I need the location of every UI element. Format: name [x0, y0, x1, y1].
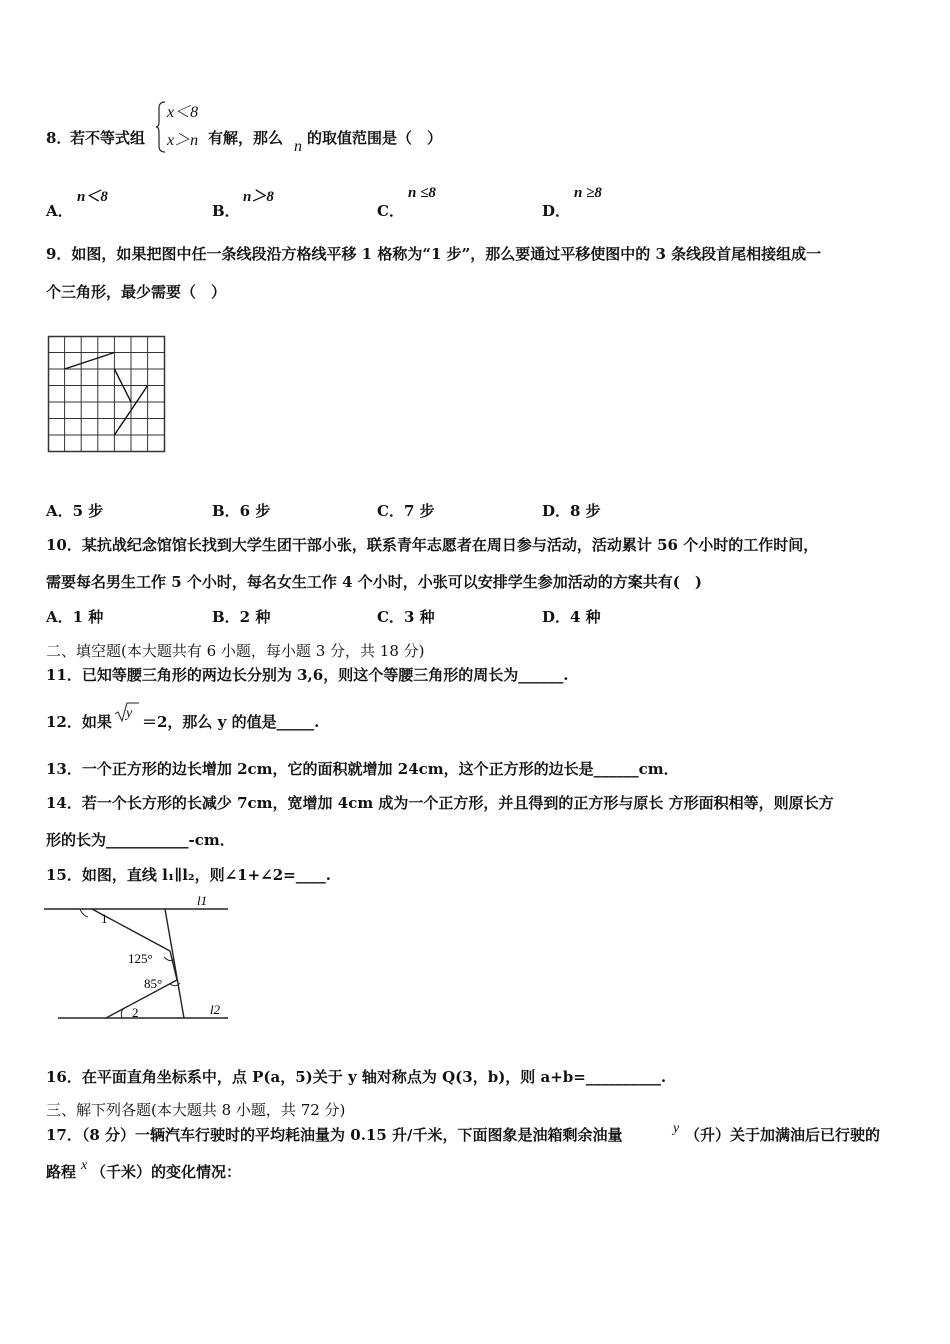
q11-text: 11．已知等腰三角形的两边长分别为 3,6，则这个等腰三角形的周长为______.: [46, 666, 569, 684]
q9-grid-figure: [48, 336, 166, 454]
angle-1-label: 1: [101, 911, 108, 926]
q17-line2-pre: 路程: [46, 1163, 77, 1181]
label-l2: l2: [210, 1002, 221, 1017]
label-l1: l1: [197, 893, 208, 908]
q9-segment-1: [65, 353, 115, 370]
q10-option-b: B．2 种: [212, 608, 271, 626]
q9-option-c: C．7 步: [377, 502, 435, 520]
q17-line1-pre: 17．（8 分）一辆汽车行驶时的平均耗油量为 0.15 升/千米，下面图象是油箱剩余油量: [46, 1126, 623, 1144]
q15-figure: [44, 893, 230, 1025]
q17-var-x: x: [81, 1158, 88, 1173]
q13-text: 13．一个正方形的边长增加 2cm，它的面积就增加 24cm，这个正方形的边长是______cm．: [46, 760, 679, 778]
q8-var-n: n: [294, 138, 302, 155]
q8-option-b-label: B．: [212, 202, 240, 220]
q9-option-b: B．6 步: [212, 502, 271, 520]
q12-text-pre: 12．如果: [46, 713, 112, 731]
q8-text-post: 的取值范围是（ ）: [307, 129, 443, 147]
q17-var-y: y: [673, 1121, 680, 1136]
q10-line1: 10．某抗战纪念馆馆长找到大学生团干部小张，联系青年志愿者在周日参与活动，活动累计 56 个小时的工作时间，: [46, 536, 819, 554]
q9-line1: 9．如图，如果把图中任一条线段沿方格线平移 1 格称为“1 步”，那么要通过平移使图中的 3 条线段首尾相接组成一: [46, 245, 822, 263]
q8-number: 8．: [46, 129, 72, 147]
q12-radicand: y: [126, 706, 133, 721]
q8-option-a-label: A．: [46, 202, 73, 220]
angle-2-label: 2: [132, 1005, 139, 1020]
angle-85-label: 85°: [144, 976, 163, 991]
q12-text-post: ＝2，那么 y 的值是_____.: [142, 713, 320, 731]
q10-line2: 需要每名男生工作 5 个小时，每名女生工作 4 个小时，小张可以安排学生参加活动的方案共有( ): [46, 573, 702, 591]
section-2-heading: 二、填空题(本大题共有 6 小题，每小题 3 分，共 18 分): [46, 642, 425, 660]
q8-text-pre: 若不等式组: [70, 129, 146, 147]
angle-125-label: 125°: [128, 951, 153, 966]
q17-line1-post: （升）关于加满油后已行驶的: [685, 1126, 881, 1144]
q8-option-d-math: n ≥8: [574, 185, 602, 201]
q10-option-c: C．3 种: [377, 608, 435, 626]
q16-text: 16．在平面直角坐标系中，点 P(a，5)关于 y 轴对称点为 Q(3，b)，则 a+b=__________.: [46, 1068, 667, 1086]
q8-text-mid: 有解，那么: [208, 129, 284, 147]
q15-text: 15．如图，直线 l₁∥l₂，则∠1+∠2=____.: [46, 866, 331, 884]
q17-line2-post: （千米）的变化情况：: [91, 1163, 242, 1181]
section-3-heading: 三、解下列各题(本大题共 8 小题，共 72 分): [46, 1101, 346, 1119]
q9-line2: 个三角形，最少需要（ ）: [46, 283, 227, 301]
q14-line2: 形的长为___________-cm．: [46, 831, 235, 849]
q8-option-b-math: n＞8: [243, 189, 274, 205]
q14-line1: 14．若一个长方形的长减少 7cm，宽增加 4cm 成为一个正方形，并且得到的正方形与原长 方形面积相等，则原长方: [46, 794, 834, 812]
transversal-vertical: [165, 909, 184, 1018]
q8-option-c-label: C．: [377, 202, 404, 220]
q8-brace: [155, 100, 167, 154]
q8-option-c-math: n ≤8: [408, 185, 436, 201]
q8-system-line1: x＜8: [167, 104, 199, 121]
q8-option-a-math: n＜8: [77, 189, 108, 205]
transversal-lower: [106, 980, 177, 1018]
q8-system-line2: x＞n: [167, 132, 199, 149]
q10-option-d: D．4 种: [542, 608, 601, 626]
q9-option-d: D．8 步: [542, 502, 601, 520]
q9-option-a: A．5 步: [46, 502, 104, 520]
q10-option-a: A．1 种: [46, 608, 104, 626]
q8-option-d-label: D．: [542, 202, 571, 220]
